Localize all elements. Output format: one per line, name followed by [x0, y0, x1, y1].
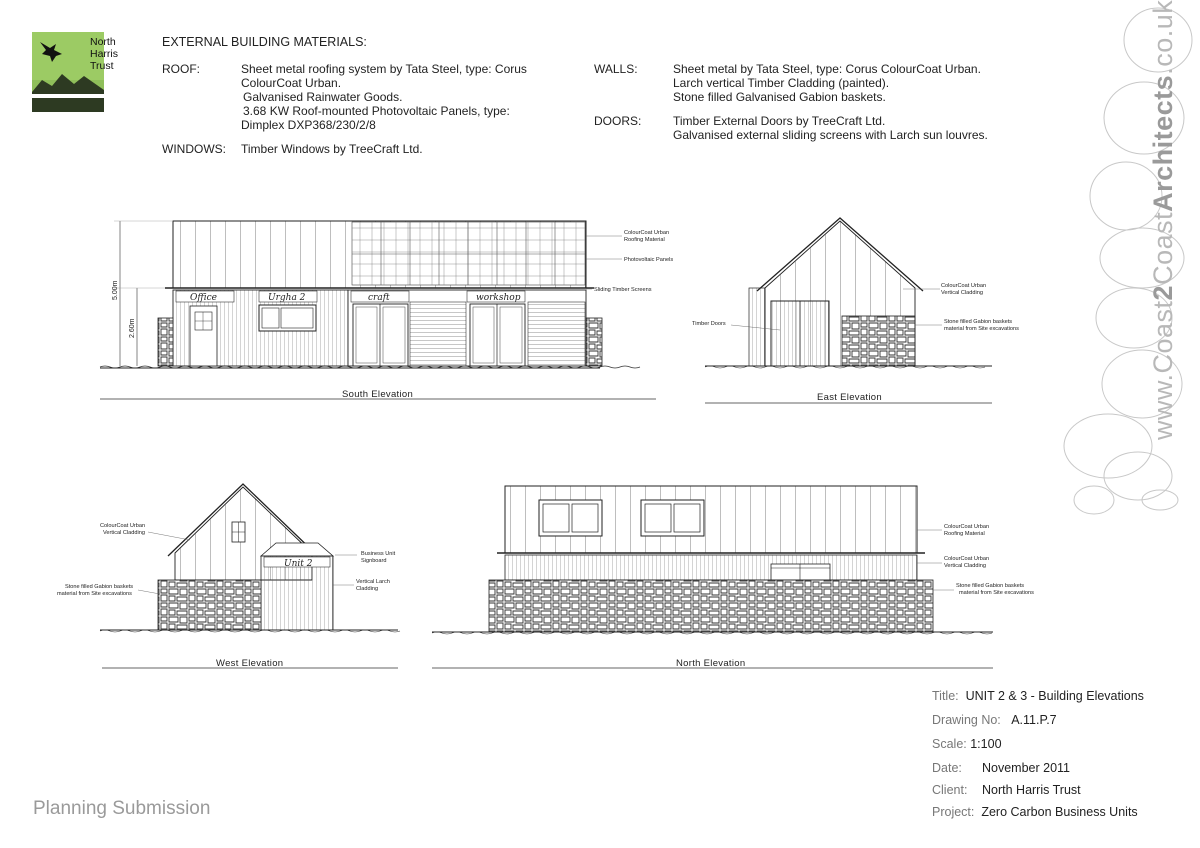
roof-line: 3.68 KW Roof-mounted Photovoltaic Panels, type:: [243, 104, 510, 118]
sign-craft: craft: [368, 293, 390, 303]
ann-doors: Timber Doors: [692, 321, 726, 327]
ann-roof: ColourCoat Urban: [624, 230, 670, 236]
east-caption: East Elevation: [817, 392, 882, 403]
brand-www: www.: [1148, 373, 1178, 440]
ann-pv: Photovoltaic Panels: [624, 257, 674, 263]
roof-line: Dimplex DXP368/230/2/8: [241, 118, 376, 132]
ann-gabion: material from Site excavations: [959, 590, 1034, 596]
windows-label: WINDOWS:: [162, 142, 226, 156]
client-value: North Harris Trust: [982, 783, 1081, 797]
logo-line: Trust: [90, 60, 114, 72]
ann-cladding: ColourCoat Urban: [941, 283, 987, 289]
client-label: Client:: [932, 783, 968, 797]
east-elevation: [692, 218, 1019, 403]
planning-status: Planning Submission: [33, 798, 211, 819]
walls-label: WALLS:: [594, 62, 638, 76]
materials-heading: EXTERNAL BUILDING MATERIALS:: [162, 35, 367, 49]
logo-line: North: [90, 36, 116, 48]
ann-cladding: Vertical Cladding: [941, 290, 983, 296]
drawing-title: UNIT 2 & 3 - Building Elevations: [965, 689, 1144, 703]
walls-line: Sheet metal by Tata Steel, type: Corus ColourCoat Urban.: [673, 62, 981, 76]
ann-cladding: Vertical Cladding: [944, 563, 986, 569]
doors-line: Galvanised external sliding screens with Larch sun louvres.: [673, 128, 988, 142]
ann-roof: ColourCoat Urban: [944, 524, 990, 530]
ann-cladding: ColourCoat Urban: [100, 523, 146, 529]
brand-architects: Architects: [1148, 74, 1178, 212]
title-block: [932, 689, 1144, 827]
logo-line: Harris: [90, 48, 118, 60]
ann-larch: Vertical Larch: [356, 579, 390, 585]
title-label: Title:: [932, 689, 959, 703]
ann-roof: Roofing Material: [944, 531, 985, 537]
ann-gabion: material from Site excavations: [57, 591, 132, 597]
sign-workshop: workshop: [476, 293, 521, 303]
roof-label: ROOF:: [162, 62, 200, 76]
project-value: Zero Carbon Business Units: [981, 805, 1138, 819]
roof-line: Sheet metal roofing system by Tata Steel, type: Corus: [241, 62, 527, 76]
south-caption: South Elevation: [342, 389, 414, 400]
drawing-no-label: Drawing No:: [932, 713, 1001, 727]
project-label: Project:: [932, 805, 975, 819]
north-caption: North Elevation: [676, 658, 746, 669]
date-label: Date:: [932, 761, 962, 775]
dim-lower: 2.60m: [129, 318, 136, 338]
west-elevation: [57, 484, 400, 669]
ann-roof: Roofing Material: [624, 237, 665, 243]
ann-gabion: Stone filled Gabion baskets: [956, 583, 1025, 589]
ann-screens: Sliding Timber Screens: [594, 287, 652, 293]
date-value: November 2011: [982, 761, 1071, 775]
sign-urgha: Urgha 2: [268, 293, 306, 303]
drawing-no: A.11.P.7: [1011, 713, 1057, 727]
ann-signboard: Business Unit: [361, 551, 396, 557]
doors-label: DOORS:: [594, 114, 642, 128]
ann-gabion: Stone filled Gabion baskets: [65, 584, 134, 590]
brand-coast: Coast: [1148, 300, 1178, 374]
sign-office: Office: [190, 293, 217, 303]
ann-cladding: Vertical Cladding: [103, 530, 145, 536]
walls-line: Stone filled Galvanised Gabion baskets.: [673, 90, 886, 104]
dim-total: 5.00m: [112, 280, 119, 300]
doors-line: Timber External Doors by TreeCraft Ltd.: [673, 114, 886, 128]
sign-unit2: Unit 2: [284, 559, 313, 569]
walls-line: Larch vertical Timber Cladding (painted).: [673, 76, 890, 90]
brand-coast: Coast: [1148, 211, 1178, 285]
west-caption: West Elevation: [216, 658, 284, 669]
roof-line: ColourCoat Urban.: [241, 76, 342, 90]
ann-signboard: Signboard: [361, 558, 387, 564]
ann-larch: Cladding: [356, 586, 379, 592]
ann-gabion: material from Site excavations: [944, 326, 1019, 332]
windows-text: Timber Windows by TreeCraft Ltd.: [241, 142, 423, 156]
roof-line: Galvanised Rainwater Goods.: [243, 90, 403, 104]
north-elevation: [432, 486, 1034, 669]
brand-two: 2: [1148, 284, 1178, 301]
south-elevation: [100, 221, 673, 400]
ann-cladding: ColourCoat Urban: [944, 556, 990, 562]
scale-value: 1:100: [970, 737, 1002, 751]
ann-gabion: Stone filled Gabion baskets: [944, 319, 1013, 325]
brand-tld: .co.uk: [1148, 0, 1178, 75]
scale-label: Scale:: [932, 737, 967, 751]
